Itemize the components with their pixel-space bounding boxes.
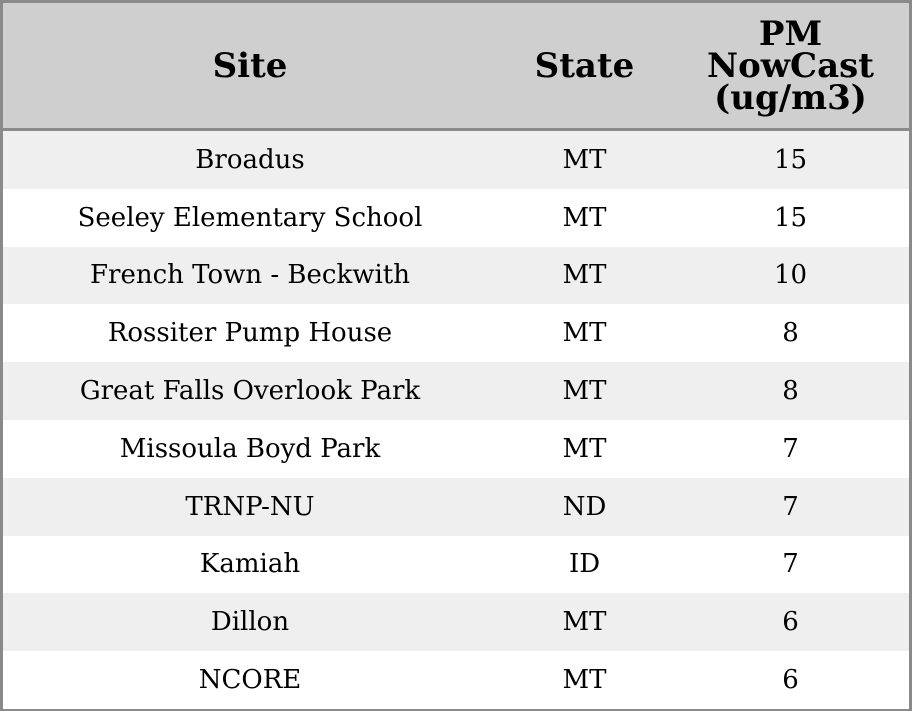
site-cell: Missoula Boyd Park xyxy=(3,420,497,478)
column-header-site: Site xyxy=(3,3,497,130)
pm-header-line-2: NowCast xyxy=(707,45,874,86)
header-row xyxy=(3,3,909,130)
state-cell: ID xyxy=(497,536,672,594)
state-cell: MT xyxy=(497,189,672,247)
state-cell: MT xyxy=(497,304,672,362)
state-cell: MT xyxy=(497,247,672,305)
state-cell: MT xyxy=(497,593,672,651)
pm-cell: 6 xyxy=(672,593,909,651)
site-cell: NCORE xyxy=(3,651,497,709)
pm-cell: 8 xyxy=(672,304,909,362)
table-row xyxy=(3,362,909,420)
table-row xyxy=(3,247,909,305)
pm-cell: 7 xyxy=(672,478,909,536)
site-cell: French Town - Beckwith xyxy=(3,247,497,305)
site-cell: Kamiah xyxy=(3,536,497,594)
pm-cell: 8 xyxy=(672,362,909,420)
table-row xyxy=(3,536,909,594)
table-row xyxy=(3,593,909,651)
site-cell: Great Falls Overlook Park xyxy=(3,362,497,420)
pm-cell: 15 xyxy=(672,130,909,189)
site-cell: Rossiter Pump House xyxy=(3,304,497,362)
table-row xyxy=(3,420,909,478)
table-row xyxy=(3,478,909,536)
table-row xyxy=(3,189,909,247)
site-cell: TRNP-NU xyxy=(3,478,497,536)
pm-cell: 15 xyxy=(672,189,909,247)
state-cell: MT xyxy=(497,651,672,709)
state-cell: MT xyxy=(497,130,672,189)
pm-cell: 7 xyxy=(672,420,909,478)
state-cell: ND xyxy=(497,478,672,536)
pm-cell: 6 xyxy=(672,651,909,709)
state-cell: MT xyxy=(497,362,672,420)
pm-cell: 10 xyxy=(672,247,909,305)
table-row xyxy=(3,651,909,709)
table-body xyxy=(3,130,909,709)
pm-header-line-1: PM xyxy=(758,13,823,54)
state-cell: MT xyxy=(497,420,672,478)
column-header-pm-nowcast xyxy=(672,3,909,130)
site-cell: Dillon xyxy=(3,593,497,651)
site-cell: Broadus xyxy=(3,130,497,189)
site-cell: Seeley Elementary School xyxy=(3,189,497,247)
column-header-state: State xyxy=(497,3,672,130)
table-row xyxy=(3,304,909,362)
table-header xyxy=(3,3,909,130)
pm-cell: 7 xyxy=(672,536,909,594)
air-quality-table xyxy=(3,3,909,709)
pm-header-line-3: (ug/m3) xyxy=(714,77,867,118)
table-row xyxy=(3,130,909,189)
